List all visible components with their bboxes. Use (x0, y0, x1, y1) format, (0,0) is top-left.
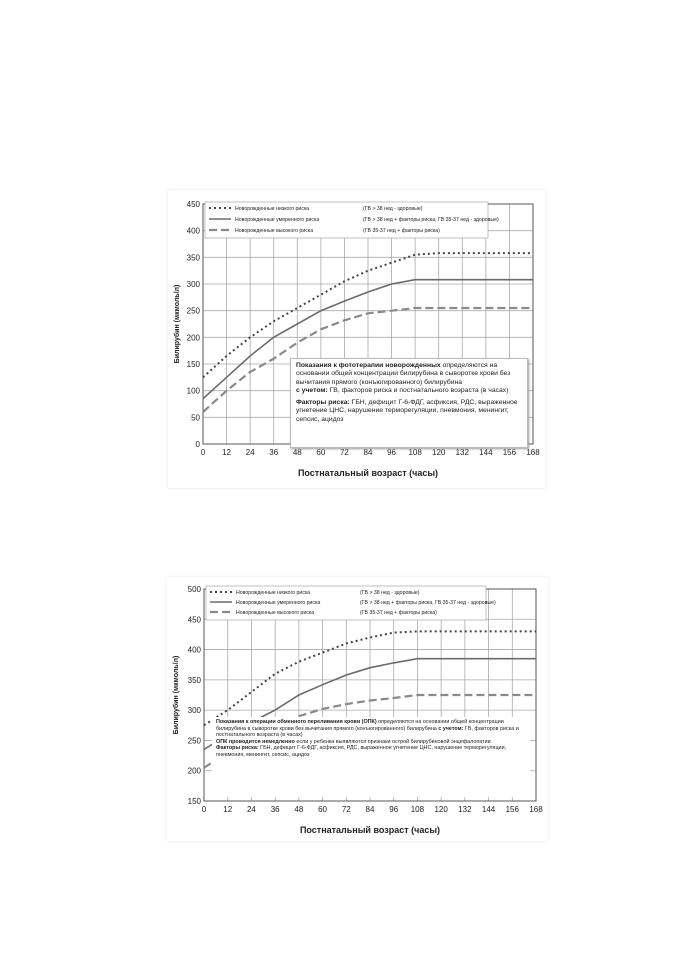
note-bold: ОПК проводится немедленно (216, 738, 295, 745)
note-text: определяются на основании общей концентрации билирубина в сыворотке крови без вычитания прямого (конъюгированного) билирубина (296, 362, 511, 386)
y-axis-label: Билирубин (мкмоль/л) (173, 655, 180, 735)
x-tick-label: 132 (458, 805, 472, 814)
note-text: определяются на основании общей концентрации билирубина в сыворотке крови без вычитания прямого (конъюгированного) билирубина (216, 719, 504, 732)
note-heading: Показания к фототерапии новорожденных (296, 362, 441, 369)
x-axis-label: Постнатальный возраст (часы) (297, 468, 439, 478)
x-tick-label: 36 (270, 805, 280, 814)
note-bold: с учетом: (438, 725, 464, 732)
y-axis-label: Билирубин (мкмоль/л) (174, 284, 181, 364)
x-tick-label: 72 (341, 805, 351, 814)
legend-detail: (ГВ 35-37 нед + факторы риска) (360, 610, 437, 616)
x-tick-label: 96 (389, 805, 399, 814)
risk-factors-text: ГБН, дефицит Г-6-ФДГ, асфиксия, РДС, выраженное угнетение ЦНС, нарушение терморегуляции, пневмония, менингит, сепсис, ацидоз (296, 399, 518, 423)
note-text: ГВ, факторов риска и постнатального возраста (в часах) (216, 725, 519, 739)
legend-detail: (ГВ > 38 нед - здоровые) (363, 206, 423, 212)
x-axis-label: Постнатальный возраст (часы) (299, 825, 441, 835)
x-tick-label: 144 (479, 448, 493, 457)
x-tick-label: 84 (365, 805, 375, 814)
x-tick-label: 72 (339, 448, 349, 457)
y-tick-label: 250 (187, 736, 201, 746)
legend-label: Новорожденные умеренного риска (236, 600, 321, 606)
x-tick-label: 12 (222, 448, 232, 457)
legend (206, 586, 496, 620)
risk-factors-heading: Факторы риска: (216, 745, 259, 752)
note-heading: Показания к операции обменного переливания крови (ОПК) (216, 719, 377, 725)
y-tick-label: 150 (186, 360, 200, 369)
legend-detail: (ГВ > 38 нед + факторы риска, ГВ 35-37 нед - здоровые) (363, 217, 499, 223)
phototherapy-note (290, 358, 528, 448)
note-text: если у ребенка выявляются признаки острой билирубиновой энцефалопатии (294, 738, 491, 745)
x-tick-label: 156 (502, 448, 517, 457)
phototherapy-chart (168, 190, 546, 488)
y-tick-label: 200 (187, 766, 201, 776)
legend-label: Новорожденные умеренного риска (235, 217, 320, 223)
x-tick-label: 108 (408, 448, 422, 457)
y-tick-label: 300 (187, 706, 201, 716)
x-tick-label: 60 (316, 448, 326, 457)
x-tick-label: 48 (292, 448, 302, 457)
y-tick-label: 500 (187, 585, 201, 594)
risk-factors-heading: Факторы риска: (296, 399, 350, 407)
x-tick-label: 0 (200, 448, 206, 457)
legend-detail: (ГВ > 38 нед - здоровые) (360, 590, 420, 596)
legend-label: Новорожденные низкого риска (236, 590, 311, 596)
y-tick-label: 250 (186, 306, 200, 316)
x-tick-label: 0 (201, 805, 207, 814)
x-tick-label: 24 (245, 448, 255, 457)
legend-detail: (ГВ > 38 нед + факторы риска, ГВ 35-37 нед - здоровые) (360, 600, 496, 606)
y-tick-label: 50 (191, 413, 200, 423)
x-tick-label: 36 (269, 448, 279, 457)
y-tick-label: 450 (187, 615, 201, 625)
y-tick-label: 350 (187, 675, 201, 685)
y-tick-label: 300 (186, 280, 200, 289)
legend-label: Новорожденные высокого риска (236, 610, 315, 616)
exchange-transfusion-chart-svg (166, 577, 548, 841)
x-tick-label: 108 (410, 805, 425, 814)
x-tick-label: 24 (246, 805, 256, 814)
legend-label: Новорожденные низкого риска (235, 206, 310, 212)
x-tick-label: 132 (455, 448, 469, 457)
exchange-transfusion-note (212, 717, 530, 797)
x-tick-label: 48 (294, 805, 304, 814)
y-tick-label: 100 (186, 386, 200, 396)
x-tick-label: 84 (363, 448, 373, 457)
note-bold: с учетом: (296, 386, 328, 394)
exchange-transfusion-chart (166, 577, 548, 841)
legend-detail: (ГВ 35-37 нед + факторы риска) (363, 228, 440, 234)
x-tick-label: 120 (432, 448, 446, 457)
x-tick-label: 144 (481, 805, 496, 814)
y-tick-label: 0 (195, 440, 200, 449)
y-tick-label: 400 (186, 226, 200, 236)
y-tick-label: 150 (187, 797, 201, 806)
x-tick-label: 96 (387, 448, 397, 457)
x-tick-label: 120 (434, 805, 448, 814)
y-tick-label: 350 (186, 253, 200, 263)
x-tick-label: 168 (529, 805, 543, 814)
x-tick-label: 168 (526, 448, 540, 457)
legend (205, 202, 499, 238)
risk-factors-text: ГБН, дефицит Г-6-ФДГ, асфиксия, РДС, выраженное угнетение ЦНС, нарушение терморегуляции, пневмония, менингит, сепсис, ацидоз (216, 745, 507, 758)
x-tick-label: 60 (318, 805, 328, 814)
y-tick-label: 450 (186, 200, 200, 209)
x-tick-label: 12 (223, 805, 233, 814)
y-tick-label: 200 (186, 333, 200, 343)
legend-label: Новорожденные высокого риска (235, 228, 314, 234)
y-tick-label: 400 (187, 645, 201, 655)
x-tick-label: 156 (505, 805, 519, 814)
note-text: ГВ, факторов риска и постнатального возраста (в часах) (327, 386, 509, 394)
